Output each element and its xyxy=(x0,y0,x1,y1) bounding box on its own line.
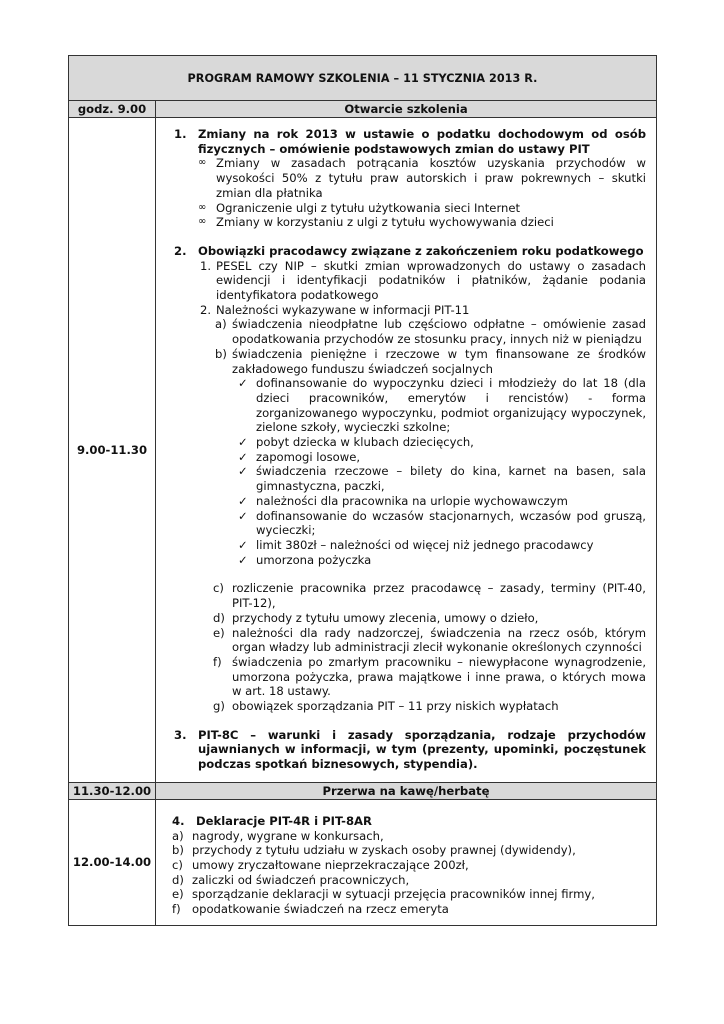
checkmark-icon: ✓ xyxy=(238,493,248,508)
session-label: Przerwa na kawę/herbatę xyxy=(156,782,657,799)
section-number: 2. xyxy=(174,243,187,258)
section-title: PIT-8C – warunki i zasady sporządzania, rodzaje przychodów ujawnianych w informacji, w tym (prezenty, upominki, poczęstunek podczas spotkań biznesowych, stypendia). xyxy=(198,727,646,772)
list-item: e) sporządzanie deklaracji w sytuacji przejęcia pracowników innej firmy, xyxy=(172,887,595,902)
program-table xyxy=(68,55,657,926)
checkmark-icon: ✓ xyxy=(238,464,248,479)
list-item: ✓ świadczenia rzeczowe – bilety do kina, karnet na basen, sala gimnastyczna, paczki, xyxy=(238,464,646,494)
list-item: ✓ zapomogi losowe, xyxy=(238,449,361,464)
list-item: e) należności dla rady nadzorczej, świadczenia na rzecz osób, którym organ władzy lub administracji zlecił wykonanie określonych czynności xyxy=(213,625,646,655)
section-3 xyxy=(156,728,646,772)
row-main-session xyxy=(69,118,657,783)
list-item: ✓ limit 380zł – należności od więcej niż jednego pracodawcy xyxy=(238,537,594,552)
list-item: b) przychody z tytułu udziału w zyskach osoby prawnej (dywidendy), xyxy=(172,843,576,858)
section-4 xyxy=(156,814,646,829)
list-item: ✓ należności dla pracownika na urlopie wychowawczym xyxy=(238,493,568,508)
list-item: d) przychody z tytułu umowy zlecenia, umowy o dzieło, xyxy=(213,610,539,625)
session-label: Otwarcie szkolenia xyxy=(156,101,657,118)
section-number: 4. xyxy=(172,813,185,828)
list-item: f) świadczenia po zmarłym pracowniku – niewypłacone wynagrodzenie, umorzona pożyczka, prawa majątkowe i inne prawa, o których mowa w art. 18 ustawy. xyxy=(213,654,646,699)
list-item: ✓ dofinansowanie do wczasów stacjonarnych, wczasów pod gruszą, wycieczki; xyxy=(238,508,646,538)
list-item: ✓ pobyt dziecka w klubach dziecięcych, xyxy=(238,435,474,450)
row-break xyxy=(69,782,657,799)
session-content xyxy=(156,118,657,783)
list-item: ✓ dofinansowanie do wypoczynku dzieci i młodzieży do lat 18 (dla dzieci pracowników, emerytów i rencistów) - forma zorganizowanego wypoczynku, podmiot organizujący wypoczynek, zielone szkoły, wycieczki szkolne; xyxy=(238,376,646,435)
list-item: c) rozliczenie pracownika przez pracodawcę – zasady, terminy (PIT-40, PIT-12), xyxy=(213,581,646,611)
session-content xyxy=(156,799,657,925)
section-title: Deklaracje PIT-4R i PIT-8AR xyxy=(196,813,372,828)
list-item: c) umowy zryczałtowane nieprzekraczające 200zł, xyxy=(172,857,469,872)
section-number: 1. xyxy=(174,127,187,141)
infinity-bullet-icon: ∞ xyxy=(198,216,207,228)
row-opening xyxy=(69,101,657,118)
list-item: 1. PESEL czy NIP – skutki zmian wprowadzonych do ustawy o zasadach ewidencji i identyfikacji podatników i płatników, żądanie podania identyfikatora podatkowego xyxy=(200,258,646,303)
checkmark-icon: ✓ xyxy=(238,376,248,391)
list-item: ∞ Zmiany w korzystaniu z ulgi z tytułu wychowywania dzieci xyxy=(198,215,554,230)
section-title: Obowiązki pracodawcy związane z zakończeniem roku podatkowego xyxy=(198,243,644,258)
list-item: f) opodatkowanie świadczeń na rzecz emeryta xyxy=(172,902,449,917)
section-number: 3. xyxy=(174,727,187,742)
time-cell: 11.30-12.00 xyxy=(69,782,156,799)
list-item: a) świadczenia nieodpłatne lub częściowo odpłatne – omówienie zasad opodatkowania przychodów ze stosunku pracy, innych niż w pieniądzu xyxy=(215,317,646,347)
checkmark-icon: ✓ xyxy=(238,435,248,450)
program-title: PROGRAM RAMOWY SZKOLENIA – 11 STYCZNIA 2013 R. xyxy=(69,56,657,101)
section-title: Zmiany na rok 2013 w ustawie o podatku dochodowym od osób fizycznych – omówienie podstawowych zmian do ustawy PIT xyxy=(198,127,646,156)
infinity-bullet-icon: ∞ xyxy=(198,201,207,213)
checkmark-icon: ✓ xyxy=(238,449,248,464)
checkmark-icon: ✓ xyxy=(238,552,248,567)
time-cell: 9.00-11.30 xyxy=(69,118,156,783)
list-item: a) nagrody, wygrane w konkursach, xyxy=(172,828,384,843)
section-1 xyxy=(156,127,646,156)
list-item: d) zaliczki od świadczeń pracowniczych, xyxy=(172,872,410,887)
time-cell: godz. 9.00 xyxy=(69,101,156,118)
row-last-session xyxy=(69,799,657,925)
list-item: 2. Należności wykazywane w informacji PIT-11 xyxy=(200,302,470,317)
list-item: ✓ umorzona pożyczka xyxy=(238,552,372,567)
program-document xyxy=(68,55,656,926)
time-cell: 12.00-14.00 xyxy=(69,799,156,925)
infinity-bullet-icon: ∞ xyxy=(198,157,207,169)
list-item: b) świadczenia pieniężne i rzeczowe w tym finansowane ze środków zakładowego funduszu świadczeń socjalnych xyxy=(215,346,646,376)
list-item: ∞ Zmiany w zasadach potrącania kosztów uzyskania przychodów w wysokości 50% z tytułu praw autorskich i praw pokrewnych – skutki zmian dla płatnika xyxy=(198,156,646,200)
list-item: ∞ Ograniczenie ulgi z tytułu użytkowania sieci Internet xyxy=(198,200,521,215)
section-2 xyxy=(156,244,646,259)
checkmark-icon: ✓ xyxy=(238,508,248,523)
list-item: g) obowiązek sporządzania PIT – 11 przy niskich wypłatach xyxy=(213,699,559,714)
checkmark-icon: ✓ xyxy=(238,537,248,552)
